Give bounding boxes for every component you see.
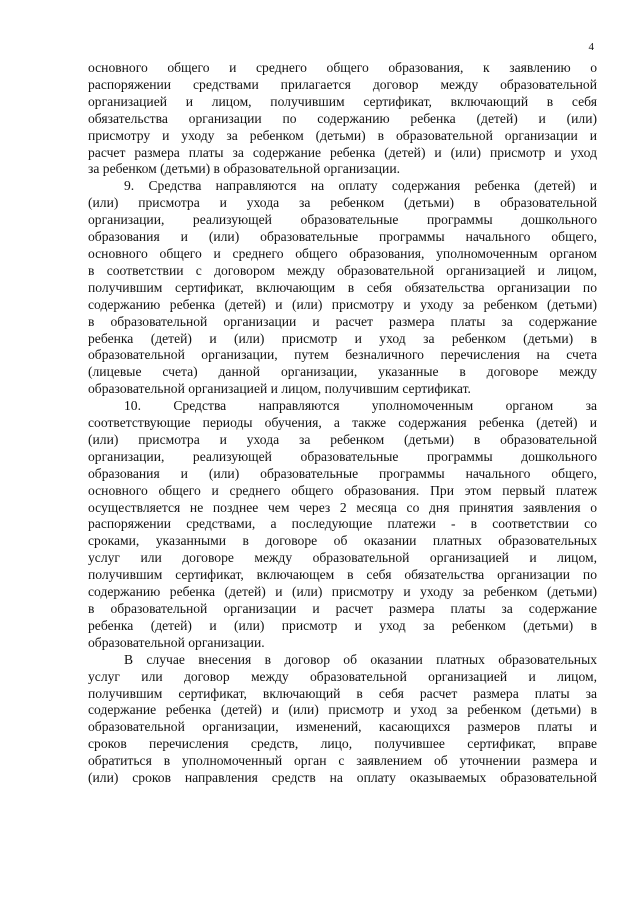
text-line: (или) сроков направления средств на оплату оказываемых образовательной — [88, 770, 597, 786]
paragraph-item-9 — [88, 178, 597, 398]
text-line: образовательной организацией и лицом, получившим сертификат. — [88, 381, 471, 397]
text-line: ребенка (детей) и (или) присмотр и уход за ребенком (детьми) в — [88, 617, 597, 633]
text-line: соответствующие периоды обучения, а также содержания ребенка (детей) и — [88, 415, 597, 431]
text-line: присмотру и уходу за ребенком (детьми) в образовательной организации и — [88, 127, 597, 143]
text-line: в образовательной организации и расчет размера платы за содержание — [88, 313, 597, 329]
text-line: (или) присмотра и ухода за ребенком (детьми) в образовательной — [88, 195, 597, 211]
text-line: услуг или договор между образовательной организацией и лицом, — [88, 668, 597, 684]
text-line: сроков перечисления средств, лицо, получившее сертификат, вправе — [88, 736, 597, 752]
text-line: обратиться в уполномоченный орган с заявлением об уточнении размера и — [88, 753, 597, 769]
page-number: 4 — [588, 41, 594, 53]
text-line: в соответствии с договором между образовательной организацией и лицом, — [88, 262, 597, 278]
text-line: (лицевые счета) данной организации, указанные в договоре между — [88, 364, 597, 380]
text-line: образовательной организации. — [88, 634, 265, 650]
text-line: основного общего и среднего общего образования, к заявлению о — [88, 60, 597, 75]
text-line: ребенка (детей) и (или) присмотр и уход за ребенком (детьми) в — [88, 330, 597, 346]
text-line: сроками, указанными в договоре об оказании платных образовательных — [88, 533, 597, 549]
text-line: получившим сертификат, включающий в себя расчет размера платы за — [88, 685, 597, 701]
text-line: образования и (или) образовательные программы начального общего, — [88, 465, 597, 481]
text-line: за ребенком (детьми) в образовательной организации. — [88, 161, 400, 177]
text-line: организации, реализующей образовательные программы дошкольного — [88, 212, 597, 228]
text-line: содержанию ребенка (детей) и (или) присмотру и уходу за ребенком (детьми) — [88, 584, 597, 600]
text-line: услуг или договоре между образовательной организацией и лицом, — [88, 550, 597, 566]
text-line: образования и (или) образовательные программы начального общего, — [88, 229, 597, 245]
text-line: основного общего и среднего общего образования, уполномоченным органом — [88, 245, 597, 261]
text-line: В случае внесения в договор об оказании платных образовательных — [124, 651, 597, 667]
text-line: получившим сертификат, включающем в себя обязательства организации по — [88, 567, 597, 583]
paragraph-continuation — [88, 60, 597, 178]
text-line: (или) присмотра и ухода за ребенком (детьми) в образовательной — [88, 431, 597, 447]
text-line: распоряжении средствами прилагается договор между образовательной — [88, 76, 597, 92]
text-line: распоряжении средствами, а последующие платежи - в соответствии со — [88, 516, 597, 532]
document-body — [88, 60, 597, 787]
paragraph-amendment-case — [88, 652, 597, 787]
text-line: организации, реализующей образовательные программы дошкольного — [88, 448, 597, 464]
text-line: образовательной организации, изменений, касающихся размеров платы и — [88, 719, 597, 735]
text-line: получившим сертификат, включающим в себя обязательства организации по — [88, 279, 597, 295]
text-line: осуществляется не позднее чем через 2 месяца со дня принятия заявления о — [88, 499, 597, 515]
text-line: содержание ребенка (детей) и (или) присмотр и уход за ребенком (детьми) в — [88, 702, 597, 718]
text-line: в образовательной организации и расчет размера платы за содержание — [88, 601, 597, 616]
text-line: расчет размера платы за содержание ребенка (детей) и (или) присмотр и уход — [88, 144, 597, 160]
text-line: содержанию ребенка (детей) и (или) присмотру и уходу за ребенком (детьми) — [88, 296, 597, 312]
text-line: 9. Средства направляются на оплату содержания ребенка (детей) и — [124, 178, 597, 194]
text-line: 10. Средства направляются уполномоченным органом за — [124, 398, 597, 414]
text-line: образовательной организации, путем безналичного перечисления на счета — [88, 347, 597, 363]
text-line: организацией и лицом, получившим сертификат, включающий в себя — [88, 93, 597, 109]
text-line: обязательства организации по содержанию ребенка (детей) и (или) — [88, 110, 597, 126]
text-line: основного общего и среднего общего образования. При этом первый платеж — [88, 482, 597, 498]
paragraph-item-10 — [88, 398, 597, 652]
